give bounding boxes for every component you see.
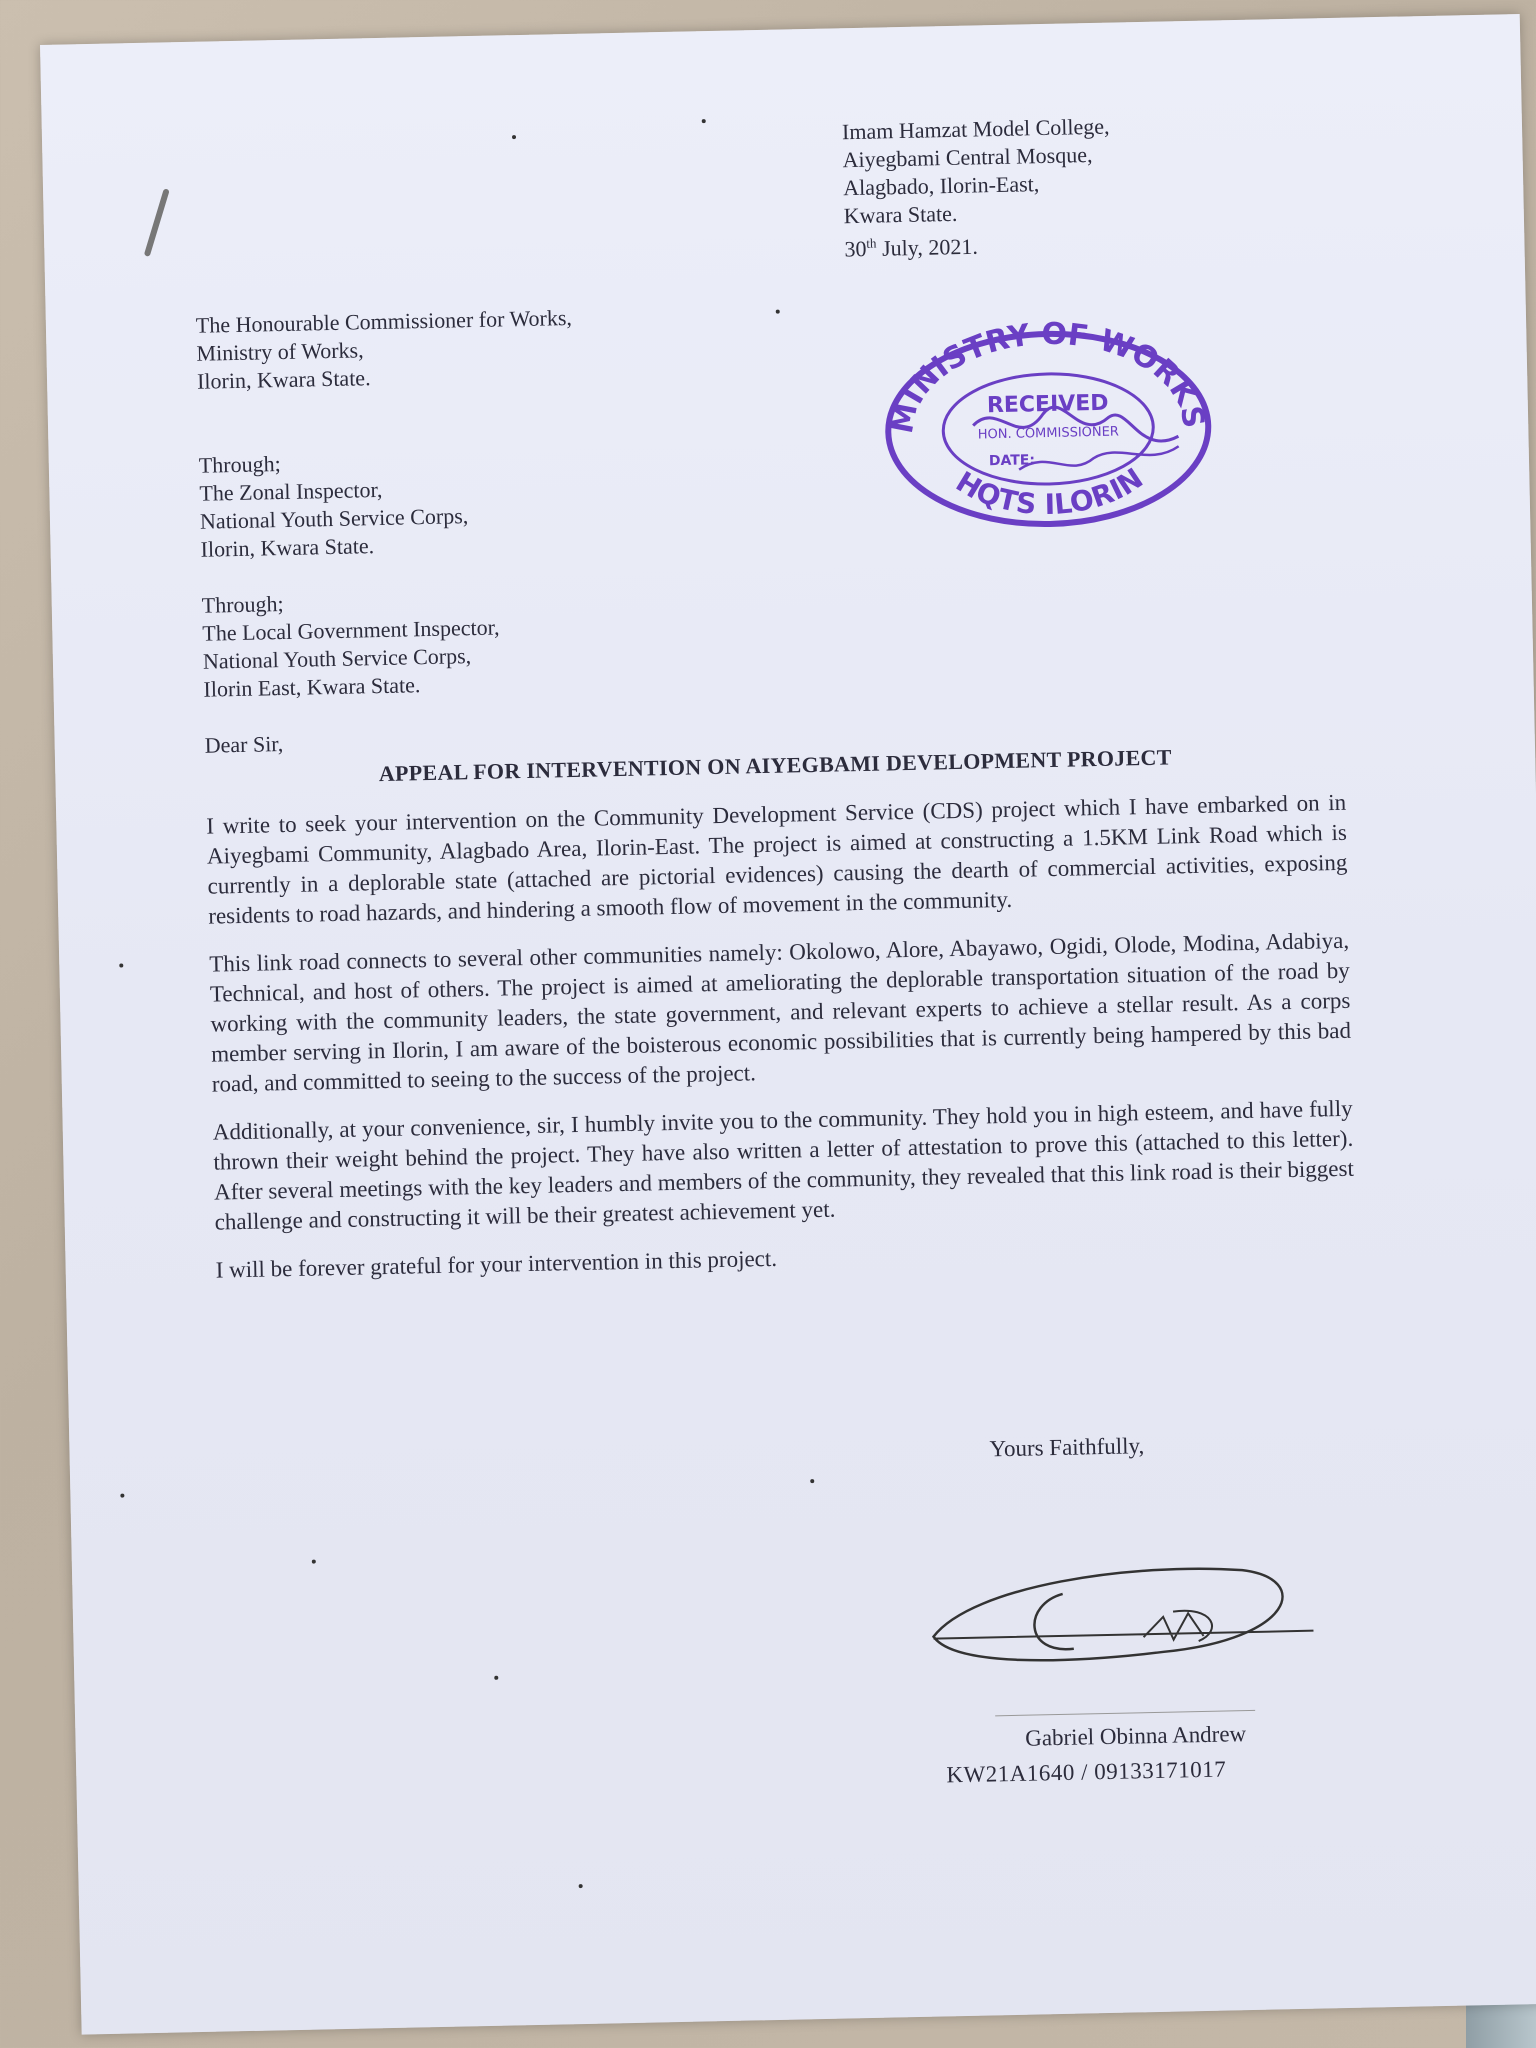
body-paragraph-3: Additionally, at your convenience, sir, I humbly invite you to the community. They hold you in high esteem, and have fully thrown their weight behind the project. They have also written a letter of attestation to prove this (attached to this letter). After several meetings with the key leaders and members of the community, they revealed that this link road is their biggest challenge and constructing it will be their greatest achievement yet.: [212, 1095, 1355, 1235]
speck: [494, 1676, 498, 1680]
speck: [312, 1560, 316, 1564]
body-paragraph-4: I will be forever grateful for your intervention in this project.: [215, 1245, 778, 1283]
through1-line-2: National Youth Service Corps,: [199, 503, 469, 534]
through2-line-2: National Youth Service Corps,: [202, 643, 472, 674]
svg-text:MINISTRY OF WORKS: [883, 315, 1211, 437]
through2-line-3: Ilorin East, Kwara State.: [203, 672, 421, 702]
through-label: Through;: [201, 591, 284, 618]
signature-line: [995, 1710, 1255, 1716]
stamp-commissioner: HON. COMMISSIONER: [977, 424, 1120, 443]
recipient-line-1: The Honourable Commissioner for Works,: [195, 304, 573, 338]
letter-body: [206, 788, 1356, 1304]
stamp-bottom-text: HQTS ILORIN: [950, 461, 1149, 522]
body-paragraph-1: I write to seek your intervention on the Community Development Service (CDS) project which I have embarked on in Aiyegbami Community, Alagbado Area, Ilorin-East. The project is aimed at constructing a 1.5KM Link Road which is currently in a deplorable state (attached are pictorial evidences) causing the dearth of commercial activities, exposing residents to road hazards, and hindering a smooth flow of movement in the community.: [206, 789, 1348, 929]
closing: Yours Faithfully,: [989, 1433, 1145, 1462]
speck: [810, 1479, 814, 1483]
letter-date: [844, 225, 1112, 264]
letter-subject: APPEAL FOR INTERVENTION ON AIYEGBAMI DEVELOPMENT PROJECT: [378, 744, 1172, 787]
sender-line-4: Kwara State.: [843, 200, 958, 229]
stamp-top-text: MINISTRY OF WORKS: [884, 316, 1211, 437]
signer-name: Gabriel Obinna Andrew: [1024, 1721, 1247, 1751]
salutation: Dear Sir,: [204, 731, 284, 758]
body-paragraph-2: This link road connects to several other communities namely: Okolowo, Alore, Abayawo, Ogidi, Olode, Modina, Adabiya, Technical, and host of others. The project is aimed at ameliorating the deplorable transportation situation of the road by working with the community leaders, the state government, and relevant experts to achieve a stellar result. As a corps member serving in Ilorin, I am aware of the boisterous economic possibilities that is currently being hampered by this bad road, and committed to seeing to the success of the project.: [209, 927, 1352, 1097]
ministry-received-stamp: [876, 315, 1220, 532]
date-suffix: th: [866, 235, 877, 251]
through-zonal-inspector: [199, 446, 470, 564]
through1-line-3: Ilorin, Kwara State.: [200, 533, 375, 562]
recipient-line-3: Ilorin, Kwara State.: [196, 365, 371, 394]
date-rest: July, 2021.: [876, 233, 979, 261]
sender-line-1: Imam Hamzat Model College,: [841, 113, 1110, 145]
handwritten-signature: [912, 1549, 1315, 1687]
through-label: Through;: [198, 451, 281, 478]
stamp-date-label: DATE:: [988, 452, 1036, 470]
through-lg-inspector: [201, 586, 501, 704]
staple-mark: [144, 188, 170, 257]
speck: [579, 1884, 583, 1888]
through1-line-1: The Zonal Inspector,: [199, 476, 383, 506]
sender-address: [842, 113, 1113, 264]
sender-line-2: Aiyegbami Central Mosque,: [842, 141, 1093, 173]
letter-page: [40, 14, 1536, 2035]
stamp-received: RECEIVED: [986, 390, 1109, 419]
recipient-address: [196, 304, 574, 396]
speck: [120, 1494, 124, 1498]
date-day: 30: [844, 236, 867, 262]
recipient-line-2: Ministry of Works,: [196, 337, 364, 366]
speck: [776, 310, 780, 314]
speck: [702, 119, 706, 123]
signer-id-phone: KW21A1640 / 09133171017: [946, 1756, 1227, 1788]
speck: [512, 135, 516, 139]
sender-line-3: Alagbado, Ilorin-East,: [842, 171, 1040, 201]
speck: [119, 963, 123, 967]
through2-line-1: The Local Government Inspector,: [202, 614, 500, 646]
